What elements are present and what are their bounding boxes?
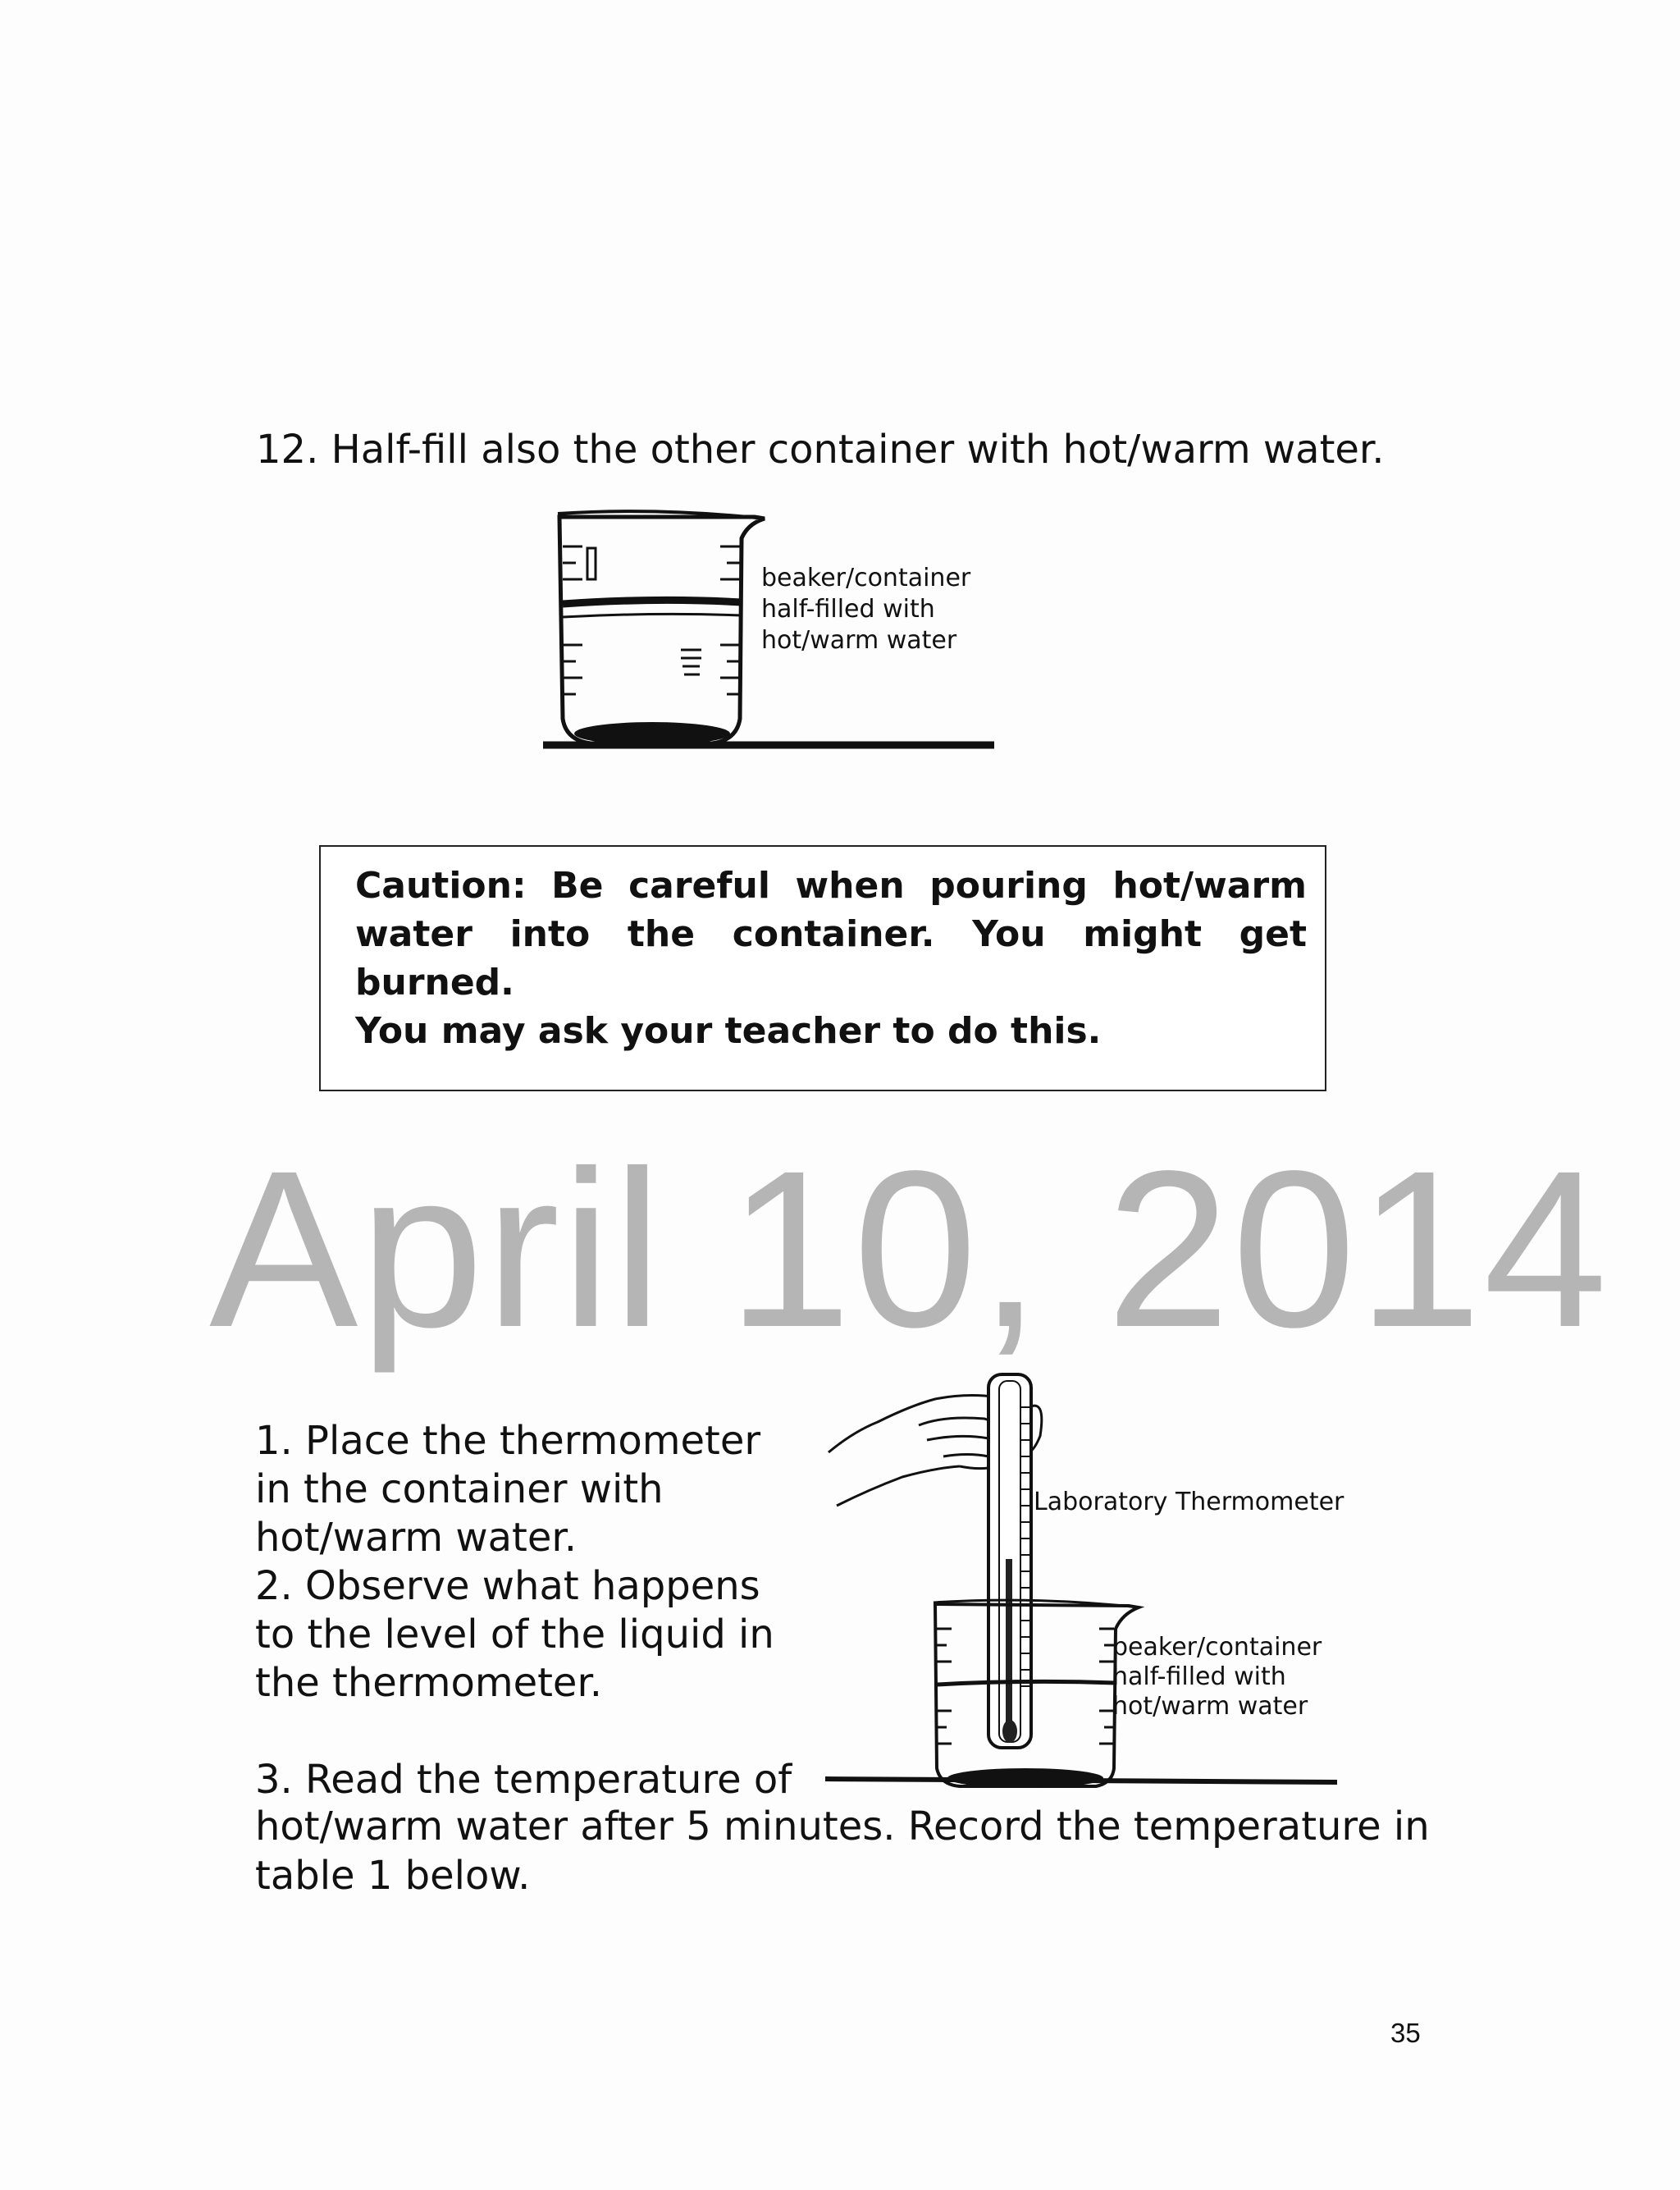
procedure-steps bbox=[255, 1417, 846, 1804]
step-2-line-1: 2. Observe what happens bbox=[255, 1563, 760, 1609]
date-watermark: April 10, 2014 bbox=[209, 1124, 1609, 1374]
step-3-continuation bbox=[255, 1802, 1445, 1900]
thermometer-in-beaker-illustration bbox=[820, 1358, 1411, 1797]
page-number: 35 bbox=[1390, 2018, 1421, 2048]
caution-text bbox=[355, 862, 1307, 1055]
figure1-label-line-2: half-filled with bbox=[761, 595, 935, 624]
step-12-text: 12. Half-fill also the other container with hot/warm water. bbox=[256, 427, 1385, 473]
figure1-label-line-1: beaker/container bbox=[761, 564, 971, 592]
figure2-label-line-1: beaker/container bbox=[1112, 1633, 1322, 1662]
step-2-line-3: the thermometer. bbox=[255, 1660, 603, 1706]
figure1-label-line-3: hot/warm water bbox=[761, 626, 957, 655]
thermometer-label: Laboratory Thermometer bbox=[1034, 1488, 1344, 1516]
caution-box bbox=[319, 845, 1326, 1091]
beaker-illustration bbox=[533, 489, 1009, 760]
figure2-label-line-2: half-filled with bbox=[1112, 1662, 1286, 1691]
step-3-line-1: 3. Read the temperature of bbox=[255, 1757, 792, 1803]
step-3-line-3: table 1 below. bbox=[255, 1853, 531, 1899]
figure2-label-line-3: hot/warm water bbox=[1112, 1692, 1308, 1721]
step-3-line-2: hot/warm water after 5 minutes. Record the temperature in bbox=[255, 1804, 1430, 1849]
caution-line-1: Caution: Be careful when pouring hot/warm bbox=[355, 865, 1307, 907]
step-1-line-1: 1. Place the thermometer bbox=[255, 1418, 761, 1464]
step-1-line-3: hot/warm water. bbox=[255, 1515, 577, 1561]
caution-line-3: You may ask your teacher to do this. bbox=[355, 1010, 1102, 1052]
caution-line-2: water into the container. You might get burned. bbox=[355, 913, 1307, 1004]
step-1-line-2: in the container with bbox=[255, 1466, 664, 1512]
step-2-line-2: to the level of the liquid in bbox=[255, 1612, 774, 1657]
